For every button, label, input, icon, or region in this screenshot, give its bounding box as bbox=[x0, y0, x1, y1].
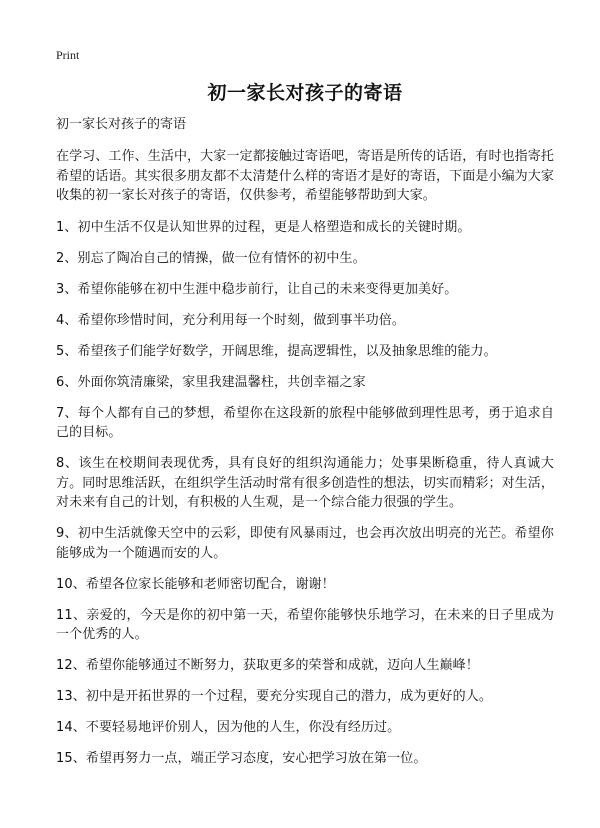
list-item: 9、初中生活就像天空中的云彩，即使有风暴雨过，也会再次放出明亮的光芒。希望你能够成为一个随遇而安的人。 bbox=[56, 526, 554, 561]
page-title: 初一家长对孩子的寄语 bbox=[207, 82, 403, 104]
article-subtitle: 初一家长对孩子的寄语 bbox=[56, 117, 187, 132]
list-item: 7、每个人都有自己的梦想，希望你在这段新的旅程中能够做到理性思考，勇于追求自己的目标。 bbox=[56, 405, 554, 440]
list-item: 2、别忘了陶冶自己的情操，做一位有情怀的初中生。 bbox=[56, 250, 366, 266]
list-item: 6、外面你筑清廉梁，家里我建温馨柱，共创幸福之家 bbox=[56, 374, 366, 390]
list-item: 4、希望你珍惜时间，充分利用每一个时刻，做到事半功倍。 bbox=[56, 312, 405, 328]
list-item: 3、希望你能够在初中生涯中稳步前行，让自己的未来变得更加美好。 bbox=[56, 281, 458, 297]
list-item: 14、不要轻易地评价别人，因为他的人生，你没有经历过。 bbox=[56, 720, 401, 735]
intro-paragraph: 在学习、工作、生活中，大家一定都接触过寄语吧，寄语是所传的话语，有时也指寄托希望的话语。其实很多朋友都不太清楚什么样的寄语才是好的寄语，下面是小编为大家收集的初一家长对孩子的寄语，仅供参考，希望能够帮助到大家。 bbox=[56, 149, 554, 203]
list-item: 10、希望各位家长能够和老师密切配合，谢谢！ bbox=[56, 576, 335, 592]
list-item: 8、该生在校期间表现优秀，具有良好的组织沟通能力；处事果断稳重，待人真诚大方。同时思维活跃，在组织学生活动时常有很多创造性的想法，切实而精彩；对生活，对未来有自己的计划，有积极的人生观，是一个综合能力很强的学生。 bbox=[56, 456, 554, 510]
print-link[interactable]: Print bbox=[56, 48, 80, 62]
list-item: 15、希望再努力一点，端正学习态度，安心把学习放在第一位。 bbox=[56, 751, 427, 766]
list-item: 13、初中是开拓世界的一个过程，要充分实现自己的潜力，成为更好的人。 bbox=[56, 689, 492, 704]
list-item: 1、初中生活不仅是认知世界的过程，更是人格塑造和成长的关键时期。 bbox=[56, 219, 471, 235]
list-item: 12、希望你能够通过不断努力，获取更多的荣誉和成就，迈向人生巅峰！ bbox=[56, 658, 479, 673]
list-item: 11、亲爱的，今天是你的初中第一天，希望你能够快乐地学习，在未来的日子里成为一个优秀的人。 bbox=[56, 607, 554, 642]
list-item: 5、希望孩子们能学好数学，开阔思维，提高逻辑性，以及抽象思维的能力。 bbox=[56, 343, 497, 359]
